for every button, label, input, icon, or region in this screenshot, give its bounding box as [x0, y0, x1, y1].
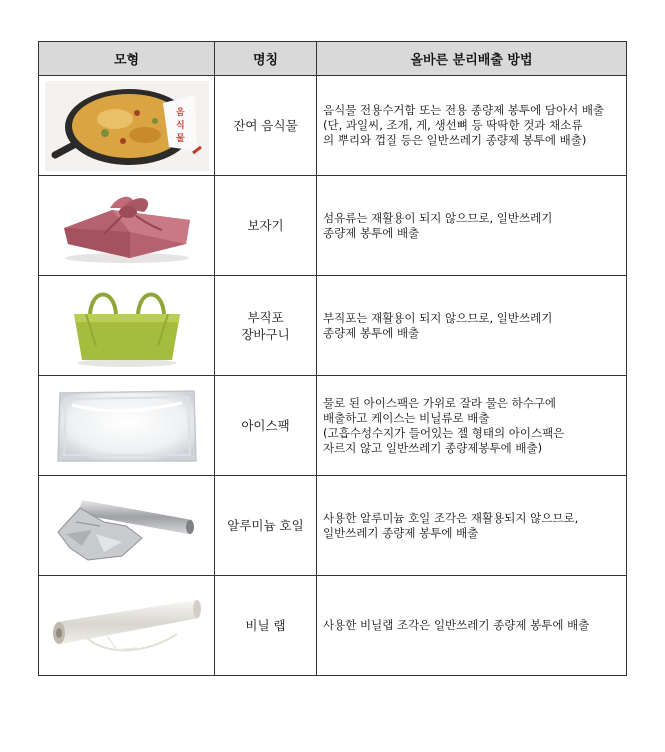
svg-text:물: 물	[175, 133, 185, 144]
item-name: 아이스팩	[241, 418, 290, 433]
item-name: 잔여 음식물	[233, 118, 298, 133]
header-row	[39, 42, 627, 76]
method-text: 일반쓰레기 종량제 봉투에 배출	[323, 525, 479, 540]
method-cell	[317, 176, 627, 276]
item-name-cell	[215, 376, 317, 476]
method-cell	[317, 376, 627, 476]
method-cell	[317, 476, 627, 576]
header-method: 올바른 분리배출 방법	[317, 42, 627, 76]
method-text: 자르지 않고 일반쓰레기 종량제봉투에 배출)	[323, 440, 543, 455]
food-waste-pan-icon	[45, 81, 209, 171]
method-text: (고흡수성수지가 들어있는 젤 형태의 아이스팩은	[323, 425, 565, 440]
item-name: 부직포	[247, 309, 284, 325]
item-name-cell	[215, 176, 317, 276]
table-row	[39, 176, 627, 276]
method-cell	[317, 576, 627, 676]
method-text: 종량제 봉투에 배출	[323, 225, 420, 240]
item-name: 알루미늄 호일	[227, 518, 304, 533]
table-row	[39, 276, 627, 376]
table-row	[39, 76, 627, 176]
model-cell	[39, 176, 215, 276]
item-name-cell	[215, 476, 317, 576]
header-model: 모형	[39, 42, 215, 76]
model-cell	[39, 576, 215, 676]
aluminum-foil-icon	[52, 486, 202, 566]
item-name: 보자기	[247, 218, 284, 233]
model-cell	[39, 76, 215, 176]
method-text: 음식물 전용수거함 또는 전용 종량제 봉투에 담아서 배출	[323, 103, 605, 117]
svg-text:음: 음	[175, 107, 185, 118]
item-name: 장바구니	[241, 326, 290, 342]
table-row	[39, 376, 627, 476]
disposal-guide-table	[38, 41, 627, 676]
method-text: 사용한 알루미늄 호일 조각은 재활용되지 않으므로,	[323, 510, 579, 525]
plastic-wrap-icon	[47, 588, 207, 664]
item-name-cell	[215, 76, 317, 176]
method-text: 사용한 비닐랩 조각은 일반쓰레기 종량제 봉투에 배출	[323, 618, 590, 632]
ice-pack-icon	[52, 385, 202, 467]
method-cell	[317, 76, 627, 176]
method-text: 배출하고 케이스는 비닐류로 배출	[323, 410, 490, 425]
item-name: 비닐 랩	[245, 618, 286, 633]
svg-text:식: 식	[175, 120, 185, 131]
model-cell	[39, 476, 215, 576]
header-name: 명칭	[215, 42, 317, 76]
model-cell	[39, 376, 215, 476]
method-text: 종량제 봉투에 배출	[323, 325, 420, 340]
shopping-bag-icon	[62, 284, 192, 368]
wrapping-cloth-icon	[52, 186, 202, 266]
model-cell	[39, 276, 215, 376]
method-text: 의 뿌리와 껍질 등은 일반쓰레기 종량제 봉투에 배출)	[323, 133, 587, 147]
method-text: 부직포는 재활용이 되지 않으므로, 일반쓰레기	[323, 310, 553, 325]
method-text: (단, 과일씨, 조개, 게, 생선뼈 등 딱딱한 것과 채소류	[323, 118, 583, 132]
method-text: 물로 된 아이스팩은 가위로 잘라 물은 하수구에	[323, 395, 557, 410]
table-row	[39, 476, 627, 576]
table-row	[39, 576, 627, 676]
item-name-cell	[215, 576, 317, 676]
item-name-cell	[215, 276, 317, 376]
method-text: 섬유류는 재활용이 되지 않으므로, 일반쓰레기	[323, 210, 553, 225]
method-cell	[317, 276, 627, 376]
